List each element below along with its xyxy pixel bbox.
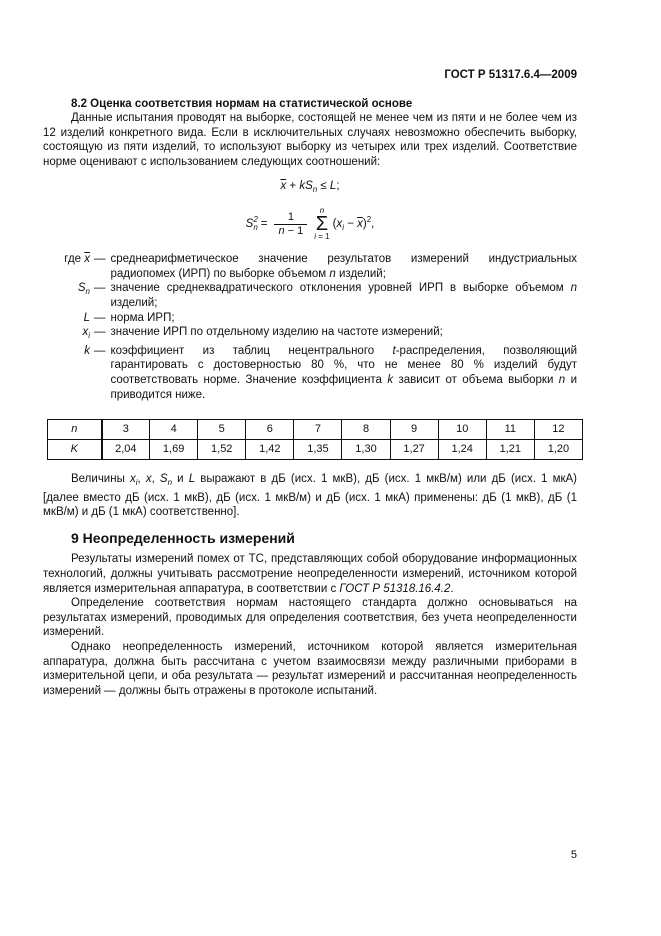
document-header: ГОСТ Р 51317.6.4—2009 xyxy=(444,69,577,81)
page-content xyxy=(43,0,577,698)
sum-symbol: n Σ i = 1 xyxy=(314,206,330,242)
table-row-k: K 2,04 1,69 1,52 1,42 1,35 1,30 1,27 1,24 1,21 1,20 xyxy=(48,440,583,460)
formula1-xbar: $\overline{x}$ xyxy=(280,179,287,192)
section-9-heading: 9 Неопределенность измерений xyxy=(71,529,295,546)
definition-row-xi: $x_i$ — значение ИРП по отдельному изделию на частоте измерений; xyxy=(82,326,443,341)
section-9-paragraph-2: Определение соответствия нормам настоящего стандарта должно основываться на результатах измерений, проводимых для определения соответствия, без учета неопределенности измерений. xyxy=(43,597,577,639)
gost-reference: ГОСТ Р 51318.16.4.2 xyxy=(339,582,451,595)
after-table-note: Величины $x_i$, x, $S_n$ и L выражают в дБ (исх. 1 мкВ), дБ (исх. 1 мкВ/м) или дБ (исх. 1 мкА) [далее вместо дБ (исх. 1 мкВ), дБ (исх. 1 мкВ/м) и дБ (исх. 1 мкА) применены: дБ (1 мкВ), дБ (1 мкВ/м) и дБ (1 мкА) соответственно]. xyxy=(43,473,578,519)
section-9-paragraph-3: Однако неопределенность измерений, источником которой является измерительная аппаратура, должна быть рассчитана с учетом взаимосвязи между различными приборами в измерительной цепи, и оба результата — результат измерений и рассчитанная неопределенность измерений — должны быть отражены в протоколе испытаний. xyxy=(43,641,577,697)
table-row-n: n 3 4 5 6 7 8 9 10 11 12 xyxy=(48,420,583,440)
definition-row-xbar: где $\overline{x}$ — среднеарифметическое значение результатов измерений индустриальных радиопомех (ИРП) по выборке объемом n изделий; xyxy=(64,253,577,280)
page-number: 5 xyxy=(570,849,577,861)
formula-variance: S 2 n = $\frac{1}{n - 1}$ n Σ i = 1 $(x_i - \overline{x})^2$, xyxy=(245,206,375,242)
definition-row-sn: $S_n$ — значение среднеквадратического отклонения уровней ИРП в выборке объемом n изделий; xyxy=(77,282,577,309)
definition-row-k: k — коэффициент из таблиц нецентрального t-распределения, позволяющий гарантировать с достоверностью 80 %, что не менее 80 % изделий будут соответствовать норме. Значение коэффициента k зависит от объема выборки n и приводится ниже. xyxy=(84,344,577,401)
section-8-2-heading: 8.2 Оценка соответствия нормам на статистической основе xyxy=(71,97,413,110)
section-9-paragraph-1: Результаты измерений помех от ТС, представляющих собой оборудование информационных технологий, должны учитывать рассмотрение неопределенности измерений, источником которой является измерительная аппаратура, в соответствии с ГОСТ Р 51318.16.4.2. xyxy=(43,553,577,595)
k-coefficient-table xyxy=(47,419,583,460)
definition-row-l: L — норма ИРП; xyxy=(83,311,175,324)
definitions-list xyxy=(43,252,577,402)
fraction: $\frac{1}{n - 1}$ xyxy=(274,211,307,238)
section-8-2-intro: Данные испытания проводят на выборке, состоящей не менее чем из пяти и не более чем из 12 изделий конкретного вида. Если в исключительных случаях невозможно обеспечить выборку, состоящую из пяти изделий, то используют выборку из четырех или трех изделий. Соответствие норме оценивают с использованием следующих соотношений: xyxy=(43,112,577,168)
formula-mean-limit: $\overline{x} + kS_n \le L$; xyxy=(280,179,340,194)
